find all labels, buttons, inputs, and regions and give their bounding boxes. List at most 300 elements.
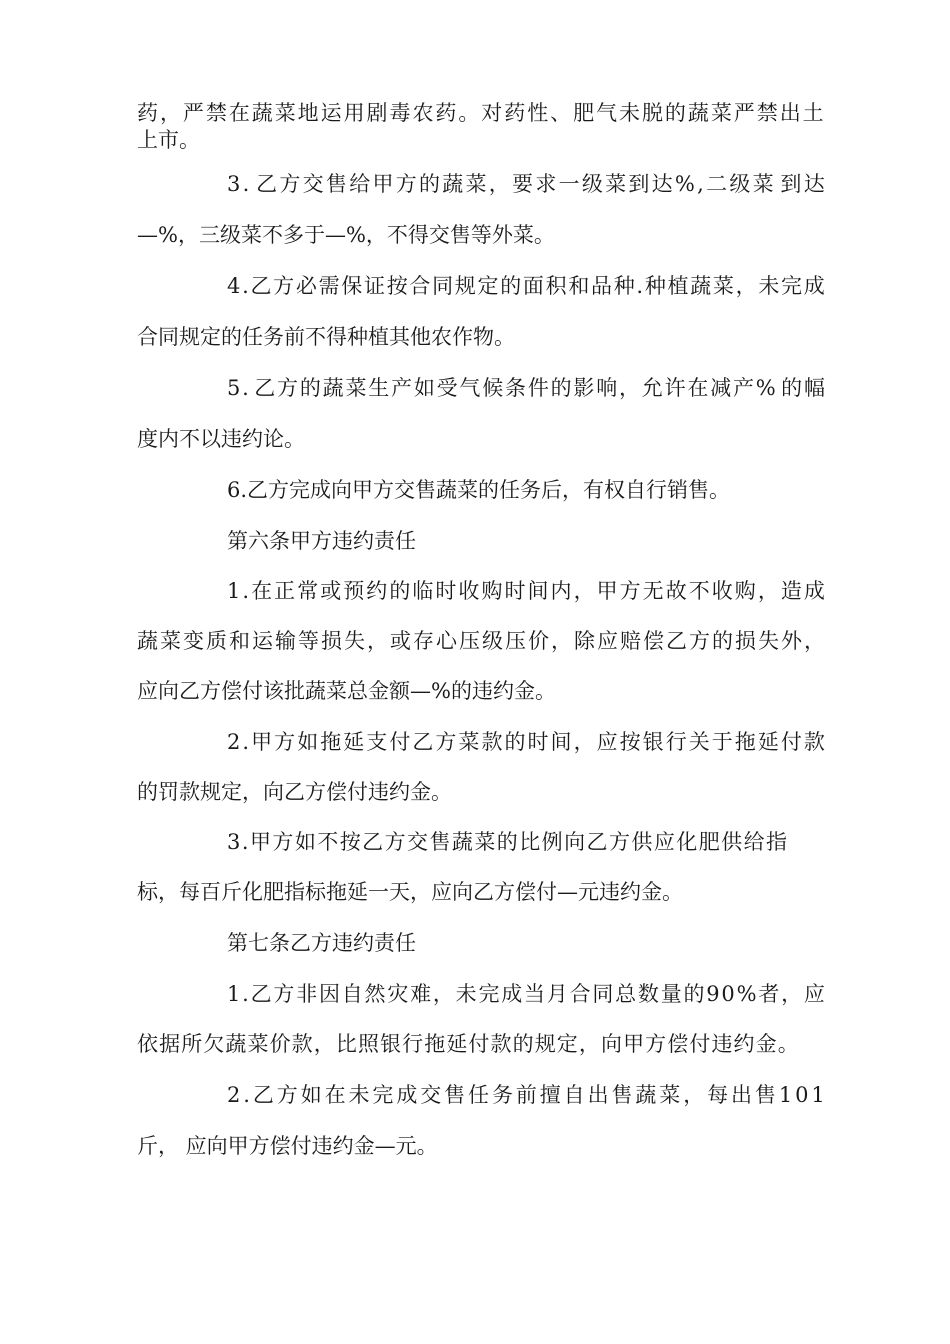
- text-char: 响: [596, 376, 618, 400]
- text-char: 压: [459, 629, 480, 653]
- text-line: 度内不以违约论。: [137, 427, 305, 451]
- text-char: 乙: [256, 172, 278, 196]
- text-char: 量: [660, 982, 682, 1006]
- text-char: 求: [535, 172, 557, 196]
- text-char: 前: [515, 1083, 537, 1107]
- text-char: 的: [504, 730, 526, 754]
- text-char: 剧: [366, 101, 388, 125]
- text-char: %: [755, 376, 776, 400]
- text-char: 拖: [734, 730, 756, 754]
- text-char: .: [242, 579, 250, 603]
- text-char: 款: [481, 730, 503, 754]
- text-char: 在: [251, 579, 273, 603]
- text-char: 行: [402, 1032, 424, 1056]
- text-char: 未: [619, 101, 641, 125]
- text-char: 时: [527, 730, 549, 754]
- text-char: 蔬: [251, 101, 273, 125]
- text-char: 气: [459, 376, 481, 400]
- text-char: 5: [227, 376, 241, 400]
- text-char: ，: [683, 1083, 705, 1107]
- text-char: 出: [779, 101, 801, 125]
- text-char: 和: [568, 274, 590, 298]
- text-char: 的: [496, 830, 518, 854]
- text-char: 乙: [666, 629, 687, 653]
- text-char: ，: [735, 274, 757, 298]
- text-char: 菜: [659, 1083, 681, 1107]
- text-char: 价: [269, 1032, 291, 1056]
- text-char: 条: [505, 376, 527, 400]
- text-line: —%，三级菜不多于—%，不得交售等外菜。: [137, 223, 555, 247]
- text-line: 合同规定的任务前不得种植其他农作物。: [137, 325, 515, 349]
- text-char: 变: [183, 629, 204, 653]
- text-char: ，: [313, 1032, 335, 1056]
- text-char: 正: [274, 579, 296, 603]
- text-char: 例: [541, 830, 563, 854]
- text-line: [137, 629, 825, 653]
- text-char: 到: [628, 172, 650, 196]
- text-char: 蔬: [687, 101, 709, 125]
- text-char: 蔬: [322, 376, 344, 400]
- text-char: 气: [596, 101, 618, 125]
- text-char: 菜: [160, 629, 181, 653]
- text-char: 者: [758, 982, 780, 1006]
- text-char: 金: [755, 1032, 777, 1056]
- text-char: ，: [804, 629, 825, 653]
- text-char: 禁: [756, 101, 778, 125]
- text-char: 如: [413, 376, 435, 400]
- text-char: 按: [339, 830, 361, 854]
- text-char: 外: [781, 629, 802, 653]
- text-char: 不: [317, 830, 339, 854]
- text-char: 务: [491, 1083, 513, 1107]
- text-char: ，: [432, 982, 454, 1006]
- text-char: 的: [418, 172, 440, 196]
- text-char: 或: [320, 579, 342, 603]
- text-char: 损: [735, 629, 756, 653]
- text-char: 方: [689, 629, 710, 653]
- text-char: 供: [721, 830, 743, 854]
- text-char: 款: [803, 730, 825, 754]
- text-char: 甲: [251, 730, 273, 754]
- text-char: 脱: [641, 101, 663, 125]
- text-char: 产: [732, 376, 754, 400]
- text-char: 达: [803, 172, 825, 196]
- text-char: 菜: [345, 376, 367, 400]
- text-char: 3: [227, 172, 241, 196]
- text-char: 件: [527, 376, 549, 400]
- text-char: ，: [757, 579, 779, 603]
- text-char: .: [242, 376, 249, 400]
- text-char: 时: [504, 579, 526, 603]
- text-char: 菜: [474, 830, 496, 854]
- text-char: 的: [550, 376, 572, 400]
- text-char: 银: [642, 730, 664, 754]
- text-char: 如: [297, 730, 319, 754]
- text-char: 同: [432, 274, 454, 298]
- text-char: 每: [707, 1083, 729, 1107]
- text-char: 擅: [539, 1083, 561, 1107]
- text-char: 同: [592, 982, 614, 1006]
- text-char: ，: [781, 982, 803, 1006]
- text-char: 规: [454, 274, 476, 298]
- text-char: 偿: [667, 1032, 689, 1056]
- text-char: 方: [608, 830, 630, 854]
- text-char: 合: [569, 982, 591, 1006]
- text-char: 供: [631, 830, 653, 854]
- text-char: 约: [733, 1032, 755, 1056]
- text-char: 严: [182, 101, 204, 125]
- text-char: 种: [613, 274, 635, 298]
- text-char: 交: [420, 1083, 442, 1107]
- text-char: 药: [137, 101, 158, 125]
- text-char: 到: [780, 172, 802, 196]
- text-line: [227, 376, 825, 400]
- text-char: 付: [780, 730, 802, 754]
- text-char: 购: [481, 579, 503, 603]
- text-char: 任: [468, 1083, 490, 1107]
- text-char: 规: [534, 1032, 556, 1056]
- text-char: 欠: [203, 1032, 225, 1056]
- text-line: 的罚款规定，向乙方偿付违约金。: [137, 780, 452, 804]
- text-char: 照: [357, 1032, 379, 1056]
- text-char: 蔬: [635, 1083, 657, 1107]
- text-line: 斤， 应向甲方偿付违约金—元。: [137, 1134, 438, 1158]
- text-char: .: [242, 982, 249, 1006]
- text-char: 比: [519, 830, 541, 854]
- text-char: 定: [477, 274, 499, 298]
- text-char: 乙: [586, 830, 608, 854]
- text-char: 在: [228, 101, 250, 125]
- section-heading: 第七条乙方违约责任: [227, 931, 416, 955]
- text-char: 故: [665, 579, 687, 603]
- text-char: 自: [341, 982, 363, 1006]
- text-char: 售: [754, 1083, 776, 1107]
- text-char: 甲: [596, 579, 618, 603]
- text-char: 如: [294, 830, 316, 854]
- text-char: 。: [777, 1032, 799, 1056]
- text-char: 应: [597, 629, 618, 653]
- text-char: 许: [664, 376, 686, 400]
- text-char: 毒: [389, 101, 411, 125]
- text-char: 向: [564, 830, 586, 854]
- text-char: 于: [711, 730, 733, 754]
- text-char: 银: [380, 1032, 402, 1056]
- text-char: 受: [436, 376, 458, 400]
- text-char: 性: [527, 101, 549, 125]
- text-line: [227, 172, 825, 196]
- text-char: 间: [550, 730, 572, 754]
- text-char: ，: [488, 172, 510, 196]
- text-char: .: [242, 172, 250, 196]
- text-char: 允: [641, 376, 663, 400]
- text-char: 。: [458, 101, 480, 125]
- text-char: 交: [302, 172, 324, 196]
- text-char: 除: [574, 629, 595, 653]
- text-char: 的: [683, 982, 705, 1006]
- text-char: 1: [227, 982, 241, 1006]
- text-char: 预: [343, 579, 365, 603]
- text-char: 依: [137, 1032, 158, 1056]
- text-char: 数: [637, 982, 659, 1006]
- text-char: 乙: [362, 830, 384, 854]
- text-char: 要: [512, 172, 534, 196]
- text-char: 存: [413, 629, 434, 653]
- text-char: 拖: [320, 730, 342, 754]
- text-char: 如: [300, 1083, 322, 1107]
- text-char: 难: [410, 982, 432, 1006]
- text-char: 方: [276, 1083, 298, 1107]
- text-char: ，: [619, 376, 640, 400]
- text-char: 拖: [424, 1032, 446, 1056]
- text-char: 必: [295, 274, 317, 298]
- text-char: 3: [227, 830, 241, 854]
- text-char: 蔬: [137, 629, 158, 653]
- text-char: 菜: [247, 1032, 269, 1056]
- text-char: 用: [343, 101, 365, 125]
- text-char: 菜: [752, 172, 774, 196]
- text-line: [227, 730, 825, 754]
- text-line: [227, 579, 825, 603]
- text-char: 乙: [250, 982, 272, 1006]
- text-char: 级: [581, 172, 603, 196]
- text-char: 的: [664, 101, 686, 125]
- text-char: 方: [273, 274, 295, 298]
- text-char: 因: [318, 982, 340, 1006]
- text-char: 定: [556, 1032, 578, 1056]
- text-char: .: [636, 274, 644, 298]
- text-char: 一: [558, 172, 580, 196]
- text-char: 质: [206, 629, 227, 653]
- text-char: 价: [528, 629, 549, 653]
- text-char: 保: [341, 274, 363, 298]
- text-char: 运: [252, 629, 273, 653]
- text-char: 应: [653, 830, 675, 854]
- text-char: 款: [291, 1032, 313, 1056]
- text-char: 自: [563, 1083, 585, 1107]
- text-char: 未: [348, 1083, 370, 1107]
- text-char: 延: [446, 1032, 468, 1056]
- text-char: 灾: [387, 982, 409, 1006]
- text-char: 4: [227, 274, 241, 298]
- text-char: 积: [545, 274, 567, 298]
- text-char: 菜: [274, 101, 296, 125]
- text-char: 完: [781, 274, 803, 298]
- text-char: 向: [600, 1032, 622, 1056]
- text-char: 药: [435, 101, 457, 125]
- text-char: 关: [688, 730, 710, 754]
- text-char: 方: [277, 376, 299, 400]
- text-char: 菜: [458, 730, 480, 754]
- text-char: 方: [274, 730, 296, 754]
- text-char: ，: [573, 579, 595, 603]
- text-char: 出: [587, 1083, 609, 1107]
- text-char: 1: [227, 579, 241, 603]
- text-char: 乙: [250, 274, 272, 298]
- text-char: 的: [299, 376, 321, 400]
- text-char: 蔬: [442, 172, 464, 196]
- text-char: %: [674, 172, 695, 196]
- text-line: [227, 830, 787, 854]
- text-char: 压: [505, 629, 526, 653]
- text-char: 延: [757, 730, 779, 754]
- text-char: 售: [444, 1083, 466, 1107]
- text-char: .: [241, 830, 249, 854]
- text-char: 对: [481, 101, 503, 125]
- text-char: 肥: [698, 830, 720, 854]
- text-char: 合: [409, 274, 431, 298]
- text-char: 种: [644, 274, 666, 298]
- text-char: 按: [386, 274, 408, 298]
- text-char: 乙: [254, 376, 276, 400]
- text-char: 乙: [252, 1083, 274, 1107]
- text-char: 方: [435, 730, 457, 754]
- text-char: 二: [706, 172, 728, 196]
- text-char: 级: [729, 172, 751, 196]
- text-char: 售: [429, 830, 451, 854]
- text-char: 的: [712, 629, 733, 653]
- text-char: 级: [482, 629, 503, 653]
- text-char: 土: [802, 101, 824, 125]
- text-char: 地: [297, 101, 319, 125]
- text-char: 方: [273, 982, 295, 1006]
- text-char: 成: [396, 1083, 418, 1107]
- text-char: 完: [372, 1083, 394, 1107]
- text-char: 减: [710, 376, 732, 400]
- text-char: 交: [407, 830, 428, 854]
- text-char: 然: [364, 982, 386, 1006]
- text-char: 时: [435, 579, 457, 603]
- text-char: 菜: [605, 172, 627, 196]
- text-char: 2: [227, 730, 241, 754]
- text-char: 0: [795, 1083, 809, 1107]
- text-char: 幅: [803, 376, 825, 400]
- text-char: 成: [803, 274, 825, 298]
- text-char: 方: [619, 579, 641, 603]
- text-char: 药: [504, 101, 526, 125]
- text-char: 延: [343, 730, 365, 754]
- text-char: 成: [501, 982, 523, 1006]
- text-char: 的: [781, 376, 803, 400]
- text-char: 约: [366, 579, 388, 603]
- text-char: 行: [665, 730, 687, 754]
- text-line: 上市。: [137, 128, 200, 152]
- text-char: .: [243, 1083, 250, 1107]
- text-char: 化: [676, 830, 698, 854]
- text-char: 指: [766, 830, 787, 854]
- text-char: 未: [758, 274, 780, 298]
- text-char: ，: [159, 101, 181, 125]
- text-line: 应向乙方偿付该批蔬菜总金额—%的违约金。: [137, 679, 556, 703]
- text-char: 未: [455, 982, 477, 1006]
- text-line: 标，每百斤化肥指标拖延一天，应向乙方偿付—元违约金。: [137, 880, 683, 904]
- text-char: 给: [349, 172, 371, 196]
- text-char: 和: [229, 629, 250, 653]
- text-char: 完: [478, 982, 500, 1006]
- text-char: 据: [159, 1032, 181, 1056]
- text-char: 等: [298, 629, 319, 653]
- text-char: 品: [591, 274, 613, 298]
- text-char: 常: [297, 579, 319, 603]
- text-char: 禁: [205, 101, 227, 125]
- text-line: [227, 274, 825, 298]
- text-char: 付: [689, 1032, 711, 1056]
- text-char: 方: [279, 172, 301, 196]
- text-line: [137, 1032, 799, 1056]
- text-line: 6.乙方完成向甲方交售蔬菜的任务后，有权自行销售。: [227, 478, 731, 502]
- text-char: 1: [811, 1083, 825, 1107]
- text-char: 给: [743, 830, 765, 854]
- text-char: 非: [296, 982, 318, 1006]
- text-char: 偿: [643, 629, 664, 653]
- text-char: 生: [368, 376, 390, 400]
- text-line: [137, 101, 824, 125]
- text-char: 当: [524, 982, 545, 1006]
- text-char: 心: [436, 629, 457, 653]
- text-char: 违: [711, 1032, 733, 1056]
- text-char: 2: [227, 1083, 241, 1107]
- text-char: 间: [527, 579, 549, 603]
- text-char: 比: [335, 1032, 357, 1056]
- text-char: 0: [721, 982, 735, 1006]
- text-char: 输: [275, 629, 296, 653]
- text-char: 失: [344, 629, 365, 653]
- text-char: 无: [642, 579, 664, 603]
- text-char: 候: [482, 376, 504, 400]
- text-char: 甲: [249, 830, 271, 854]
- text-char: 失: [758, 629, 779, 653]
- text-char: 证: [363, 274, 385, 298]
- text-line: [227, 982, 825, 1006]
- text-char: 支: [366, 730, 388, 754]
- text-char: 植: [667, 274, 689, 298]
- text-char: 出: [731, 1083, 752, 1107]
- text-char: ，: [578, 1032, 600, 1056]
- text-char: 付: [389, 730, 411, 754]
- section-heading: 第六条甲方违约责任: [227, 529, 416, 553]
- text-char: ,: [697, 172, 704, 196]
- text-char: .: [242, 730, 250, 754]
- text-char: 产: [391, 376, 413, 400]
- text-char: 方: [384, 830, 406, 854]
- text-char: 售: [325, 172, 347, 196]
- text-char: 、: [550, 101, 572, 125]
- text-char: 售: [611, 1083, 633, 1107]
- text-char: ，: [367, 629, 388, 653]
- text-char: 收: [711, 579, 733, 603]
- text-char: 方: [645, 1032, 667, 1056]
- text-char: 影: [573, 376, 595, 400]
- text-char: 的: [512, 1032, 534, 1056]
- text-char: .: [242, 274, 249, 298]
- text-char: ，: [573, 730, 595, 754]
- text-char: 菜: [710, 101, 732, 125]
- text-char: 需: [318, 274, 340, 298]
- text-char: 蔬: [225, 1032, 247, 1056]
- text-char: 的: [389, 579, 411, 603]
- text-char: ，: [551, 629, 572, 653]
- text-char: 赔: [620, 629, 641, 653]
- text-char: 内: [550, 579, 572, 603]
- text-char: 付: [468, 1032, 490, 1056]
- text-char: 临: [412, 579, 434, 603]
- text-char: 蔬: [451, 830, 473, 854]
- text-char: 月: [546, 982, 568, 1006]
- text-char: 1: [778, 1083, 793, 1107]
- text-char: 按: [619, 730, 641, 754]
- text-char: 成: [803, 579, 825, 603]
- text-char: 所: [181, 1032, 203, 1056]
- text-line: [227, 1083, 825, 1107]
